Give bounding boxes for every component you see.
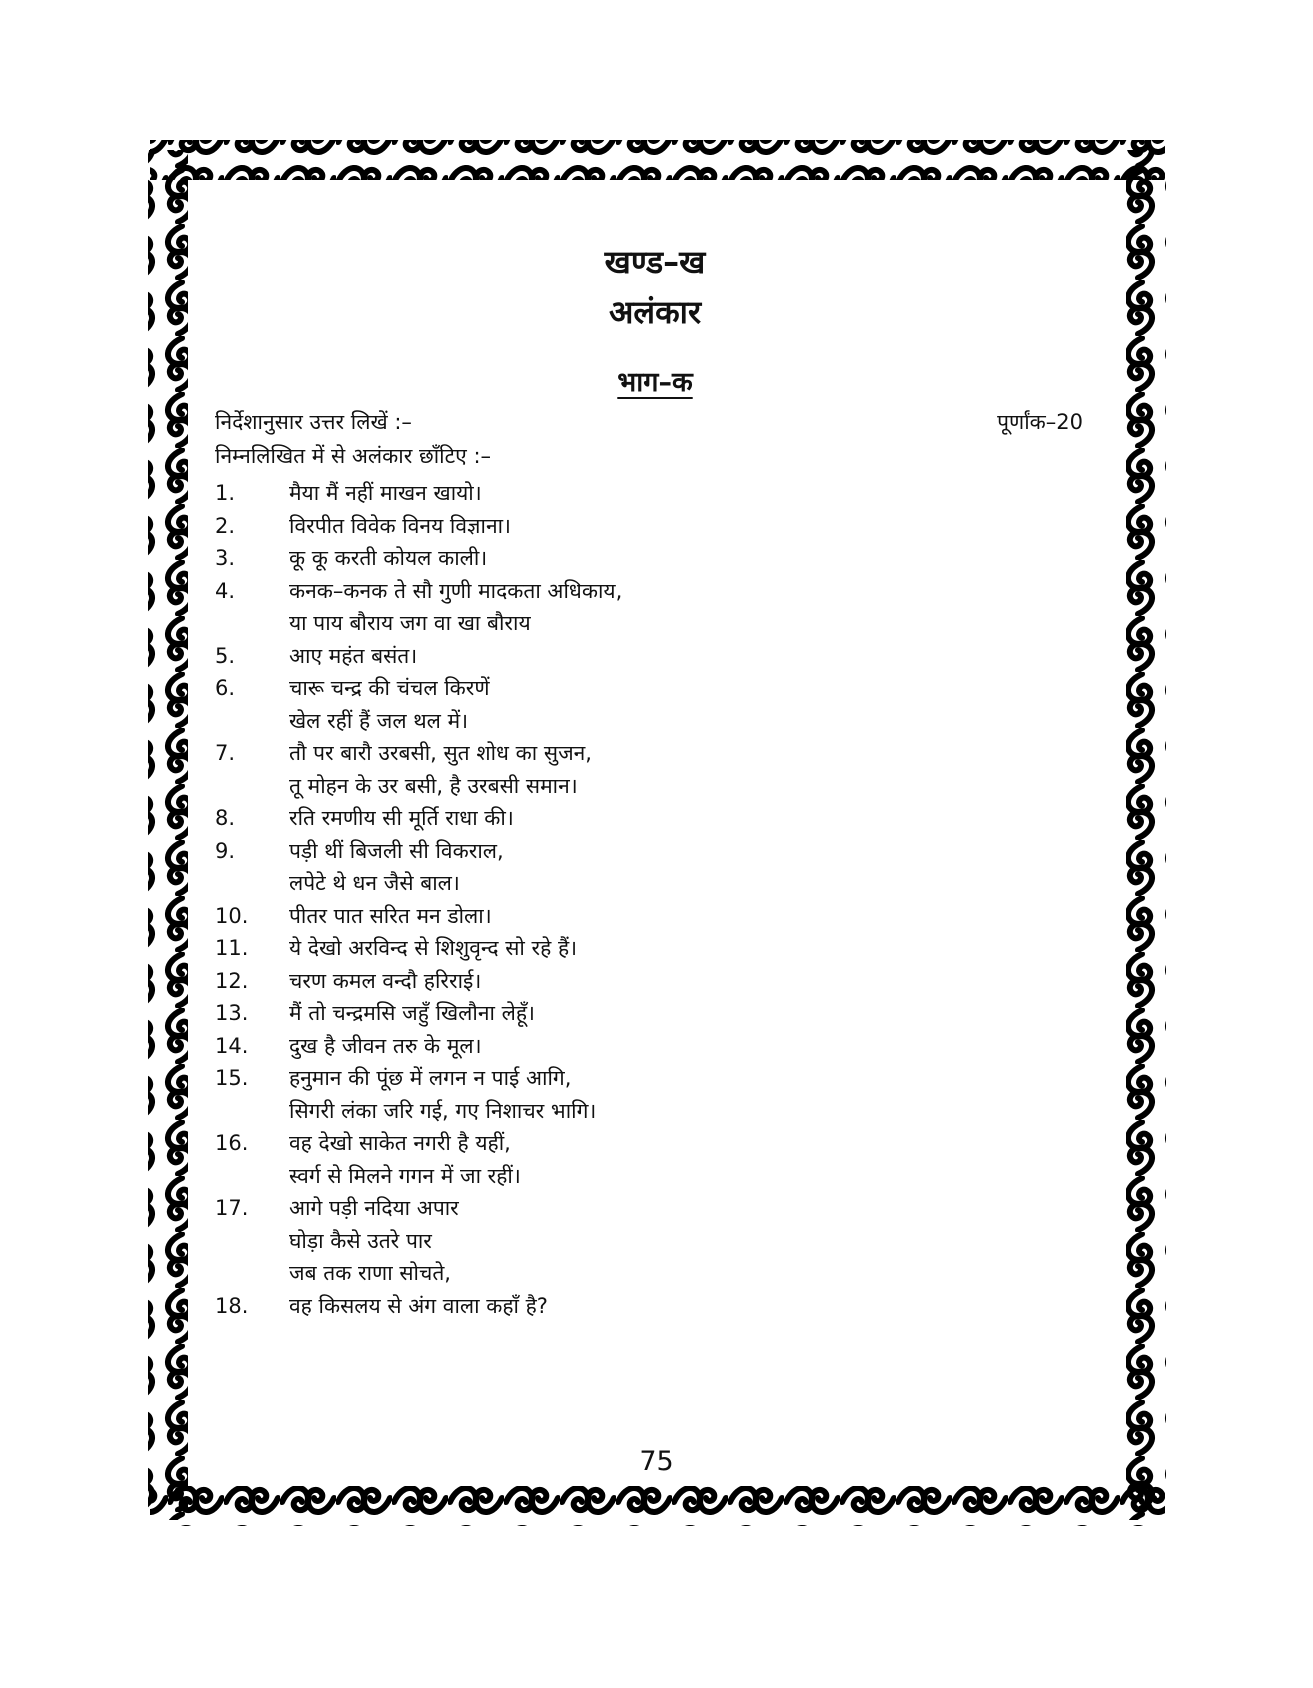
question-item — [215, 996, 1095, 1029]
question-number: 12. — [215, 968, 249, 993]
question-item — [215, 639, 1095, 672]
question-text-line: मैया मैं नहीं माखन खायो। — [289, 481, 482, 505]
question-number: 17. — [215, 1196, 249, 1220]
question-number: 13. — [215, 1001, 249, 1025]
question-text-line: घोड़ा कैसे उतरे पार — [289, 1228, 432, 1253]
question-item — [215, 964, 1095, 997]
question-text-line: मैं तो चन्द्रमसि जहुँ खिलौना लेहूँ। — [289, 1001, 535, 1025]
question-text-line: दुख है जीवन तरु के मूल। — [289, 1033, 482, 1058]
question-item — [215, 1029, 1095, 1062]
full-marks: पूर्णांक–20 — [997, 410, 1083, 434]
question-text-line: तू मोहन के उर बसी, है उरबसी समान। — [289, 773, 578, 798]
question-item — [215, 1289, 1095, 1322]
question-item — [215, 476, 1095, 509]
question-text-line: लपेटे थे धन जैसे बाल। — [289, 871, 460, 895]
question-number: 3. — [215, 546, 236, 570]
instruction-line-1: निर्देशानुसार उत्तर लिखें :– — [215, 410, 412, 434]
question-item — [215, 574, 1095, 639]
question-item — [215, 736, 1095, 801]
question-text-line: या पाय बौराय जग वा खा बौराय — [289, 611, 531, 635]
question-number: 7. — [215, 741, 236, 765]
question-text-line: पड़ी थीं बिजली सी विकराल, — [289, 838, 504, 863]
question-number: 1. — [215, 481, 236, 505]
page-number: 75 — [639, 1446, 674, 1477]
section-subtitle: अलंकार — [608, 293, 702, 331]
question-number: 10. — [215, 903, 249, 928]
question-text-line: खेल रहीं हैं जल थल में। — [289, 708, 469, 733]
question-item — [215, 834, 1095, 899]
question-text-line: कनक–कनक ते सौ गुणी मादकता अधिकाय, — [289, 578, 623, 603]
question-text-line: कू कू करती कोयल काली। — [289, 546, 488, 570]
question-number: 2. — [215, 513, 236, 538]
part-title — [215, 362, 1095, 399]
question-text-line: चरण कमल वन्दौ हरिराई। — [289, 968, 482, 993]
question-text-line: वह किसलय से अंग वाला कहाँ है? — [289, 1293, 548, 1318]
question-number: 11. — [215, 936, 249, 960]
question-item — [215, 671, 1095, 736]
question-number: 8. — [215, 806, 236, 830]
instruction-row — [215, 408, 1095, 436]
question-text-line: हनुमान की पूंछ में लगन न पाई आगि, — [289, 1066, 572, 1090]
question-item — [215, 931, 1095, 964]
question-item — [215, 1061, 1095, 1126]
question-text-line: विरपीत विवेक विनय विज्ञाना। — [289, 513, 512, 538]
question-number: 18. — [215, 1293, 249, 1318]
question-number: 6. — [215, 676, 236, 700]
question-text-line: वह देखो साकेत नगरी है यहीं, — [289, 1131, 511, 1155]
part-title-text: भाग–क — [617, 367, 693, 398]
question-number: 15. — [215, 1066, 249, 1090]
question-item — [215, 899, 1095, 932]
question-number: 9. — [215, 838, 236, 863]
question-number: 14. — [215, 1033, 249, 1058]
question-text-line: स्वर्ग से मिलने गगन में जा रहीं। — [289, 1163, 521, 1188]
question-item — [215, 541, 1095, 574]
question-number: 5. — [215, 643, 236, 668]
question-item — [215, 1126, 1095, 1191]
question-item — [215, 509, 1095, 542]
question-text-line: आए महंत बसंत। — [289, 643, 418, 668]
question-number: 16. — [215, 1131, 249, 1155]
question-item — [215, 1191, 1095, 1289]
question-text-line: सिगरी लंका जरि गई, गए निशाचर भागि। — [289, 1098, 597, 1123]
section-title: खण्ड–ख — [604, 243, 706, 281]
question-text-line: तौ पर बारौ उरबसी, सुत शोध का सुजन, — [289, 741, 592, 765]
question-text-line: आगे पड़ी नदिया अपार — [289, 1196, 459, 1220]
question-text-line: जब तक राणा सोचते, — [289, 1261, 451, 1285]
instruction-line-2: निम्नलिखित में से अलंकार छाँटिए :– — [215, 444, 492, 468]
question-text-line: रति रमणीय सी मूर्ति राधा की। — [289, 806, 514, 830]
question-text-line: चारू चन्द्र की चंचल किरणें — [289, 676, 490, 700]
question-text-line: ये देखो अरविन्द से शिशुवृन्द सो रहे हैं। — [289, 936, 578, 960]
question-item — [215, 801, 1095, 834]
question-text-line: पीतर पात सरित मन डोला। — [289, 903, 492, 928]
question-number: 4. — [215, 578, 236, 603]
